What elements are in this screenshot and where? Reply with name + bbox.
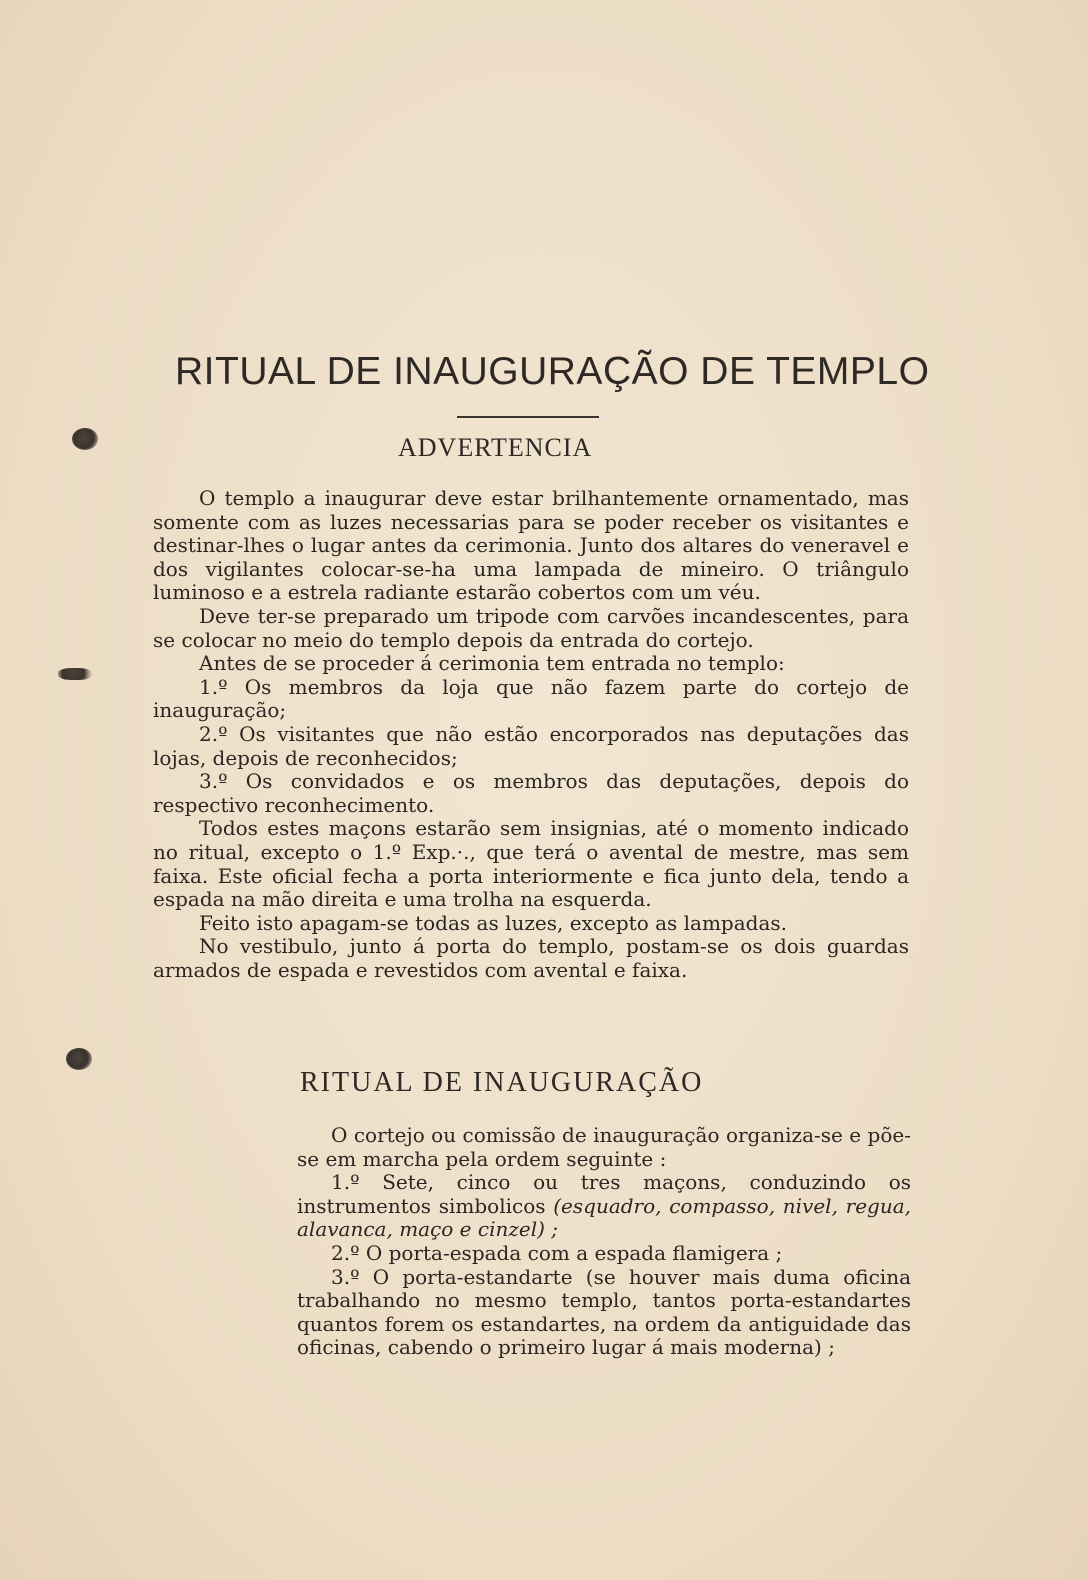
- list-item: 3.º O porta-estandarte (se houver mais duma oficina trabalhando no mesmo templo, tantos porta-estandartes quantos forem os estandartes, na ordem da antiguidade das oficinas, cabendo o primeiro lugar á mais moderna) ;: [297, 1264, 911, 1360]
- paragraph: No vestibulo, junto á porta do templo, postam-se os dois guardas armados de espada e revestidos com avental e faixa.: [153, 934, 909, 982]
- advertencia-body: [153, 487, 909, 982]
- ritual-heading: RITUAL DE INAUGURAÇÃO: [300, 1067, 704, 1098]
- title-divider: [457, 416, 599, 418]
- list-item: [297, 1171, 911, 1242]
- instrument-list: (esquadro, compasso, nivel, regua, alavanca, maço e cinzel) ;: [297, 1193, 912, 1242]
- advertencia-heading: ADVERTENCIA: [398, 433, 593, 462]
- list-item: 3.º Os convidados e os membros das deputações, depois do respectivo reconhecimento.: [153, 769, 909, 817]
- item-text: 1.º Sete, cinco ou tres maçons, conduzindo os instrumentos simbolicos: [297, 1170, 911, 1218]
- paragraph: Deve ter-se preparado um tripode com carvões incandescentes, para se colocar no meio do templo depois da entrada do cortejo.: [153, 603, 909, 652]
- binding-hole-mark: [72, 428, 98, 450]
- paragraph: Antes de se proceder á cerimonia tem entrada no templo:: [199, 651, 785, 676]
- paragraph: Todos estes maçons estarão sem insignias, até o momento indicado no ritual, excepto o 1.º Exp.·., que terá o avental de mestre, mas sem faixa. Este oficial fecha a porta interiormente e fica junto dela, tendo a espada na mão direita e uma trolha na esquerda.: [153, 816, 909, 912]
- paragraph: O cortejo ou comissão de inauguração organiza-se e põe-se em marcha pela ordem seguinte :: [297, 1123, 911, 1171]
- list-item: 2.º Os visitantes que não estão encorporados nas deputações das lojas, depois de reconhecidos;: [153, 721, 909, 770]
- binding-hole-mark: [58, 668, 92, 680]
- binding-hole-mark: [66, 1048, 92, 1070]
- ritual-body: [297, 1124, 911, 1360]
- list-item: 2.º O porta-espada com a espada flamigera ;: [331, 1240, 783, 1265]
- paragraph: Feito isto apagam-se todas as luzes, excepto as lampadas.: [199, 910, 787, 935]
- list-item: 1.º Os membros da loja que não fazem parte do cortejo de inauguração;: [153, 674, 909, 723]
- paragraph: O templo a inaugurar deve estar brilhantemente ornamentado, mas somente com as luzes necessarias para se poder receber os visitantes e destinar-lhes o lugar antes da cerimonia. Junto dos altares do veneravel e dos vigilantes colocar-se-ha uma lampada de mineiro. O triângulo luminoso e a estrela radiante estarão cobertos com um véu.: [153, 486, 909, 605]
- page-title: RITUAL DE INAUGURAÇÃO DE TEMPLO: [175, 350, 930, 393]
